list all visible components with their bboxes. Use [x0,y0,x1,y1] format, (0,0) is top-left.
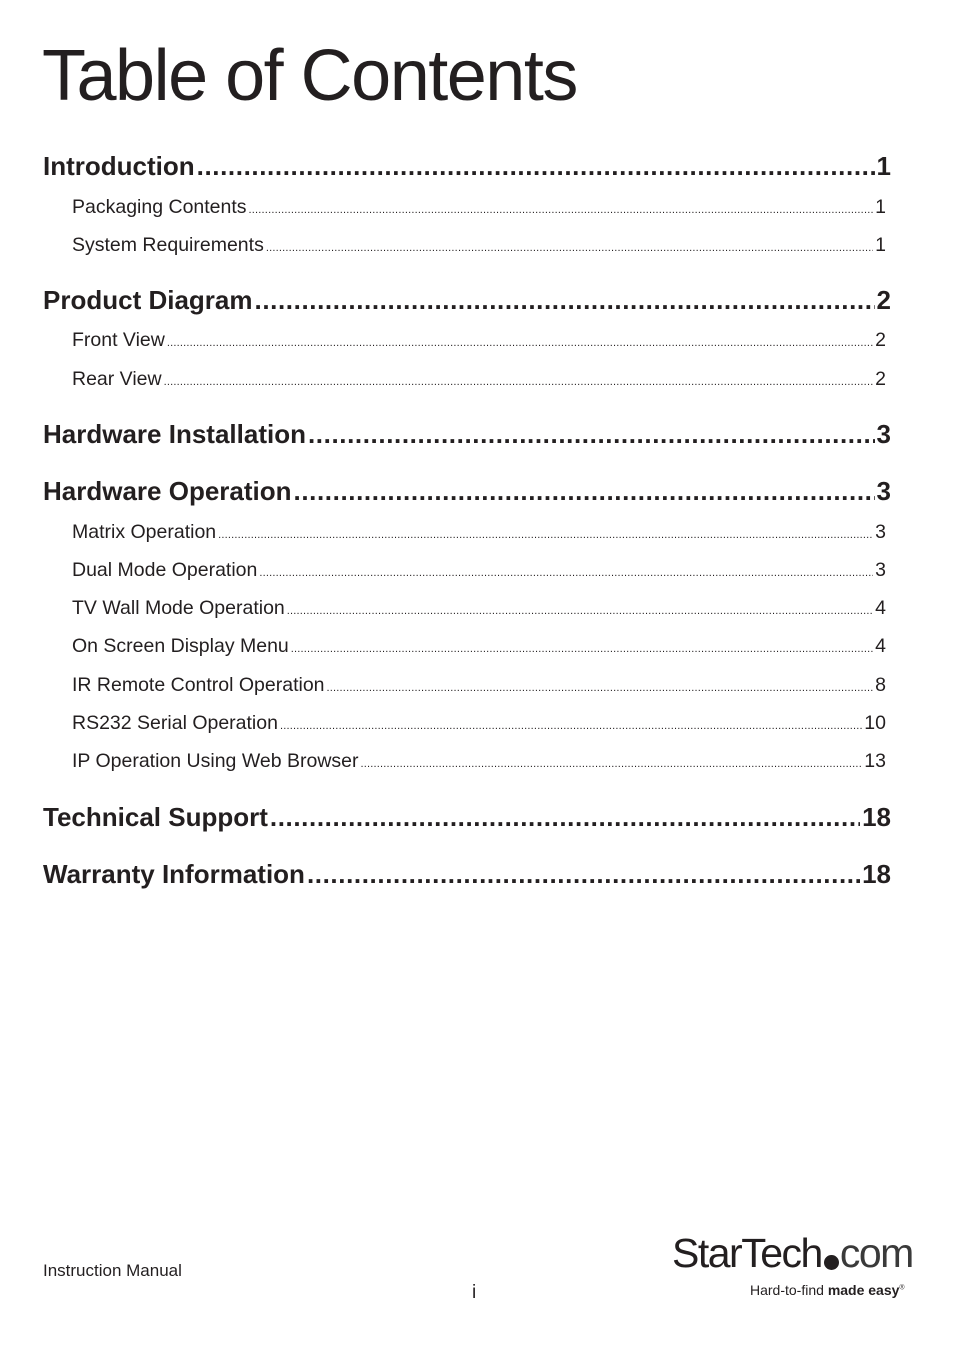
toc-entry-page: 18 [862,802,891,832]
toc-entry-rear-view[interactable] [72,366,886,392]
logo-tagline-bold: made easy [827,1282,900,1298]
startech-logo [672,1228,912,1306]
toc-entry-tv-wall-mode-operation[interactable] [72,595,886,621]
logo-dot-icon [824,1255,839,1270]
toc-entry-label: System Requirements [72,234,264,256]
toc-entry-label: Hardware Installation [43,419,306,449]
dot-leader [287,598,873,624]
toc-entry-warranty-information[interactable] [43,857,891,891]
toc-entry-label: On Screen Display Menu [72,635,289,657]
toc-entry-dual-mode-operation[interactable] [72,557,886,583]
toc-entry-label: TV Wall Mode Operation [72,597,285,619]
toc-entry-product-diagram[interactable] [43,283,891,317]
registered-mark: ® [899,1284,905,1292]
footer-document-type: Instruction Manual [43,1261,182,1280]
toc-entry-rs232-serial-operation[interactable] [72,710,886,736]
toc-entry-label: Hardware Operation [43,476,292,506]
toc-entry-page: 18 [862,859,891,889]
toc-entry-hardware-operation[interactable] [43,474,891,508]
toc-entry-label: Technical Support [43,802,268,832]
toc-entry-page: 2 [875,368,886,390]
dot-leader [249,197,874,223]
dot-leader [327,675,874,701]
dot-leader [307,857,860,891]
toc-entry-label: Product Diagram [43,285,253,315]
dot-leader [197,149,875,183]
toc-entry-introduction[interactable] [43,149,891,183]
toc-entry-page: 1 [875,234,886,256]
page-number: i [472,1282,477,1303]
dot-leader [291,636,873,662]
dot-leader [218,522,873,548]
toc-entry-page: 4 [875,597,886,619]
toc-entry-label: Dual Mode Operation [72,559,258,581]
dot-leader [270,800,860,834]
toc-entry-label: Matrix Operation [72,521,217,543]
toc-entry-ip-operation-web-browser[interactable] [72,748,886,774]
toc-entry-ir-remote-control-operation[interactable] [72,672,886,698]
toc-entry-hardware-installation[interactable] [43,417,891,451]
toc-entry-page: 1 [876,151,891,181]
toc-entry-packaging-contents[interactable] [72,194,886,220]
toc-entry-front-view[interactable] [72,327,886,353]
toc-entry-page: 3 [876,476,891,506]
dot-leader [164,369,874,395]
toc-entry-page: 3 [875,521,886,543]
dot-leader [259,560,873,586]
toc-entry-label: Introduction [43,151,195,181]
toc-entry-page: 3 [876,419,891,449]
toc-entry-label: IP Operation Using Web Browser [72,750,359,772]
toc-entry-page: 1 [875,196,886,218]
dot-leader [361,751,863,777]
logo-wordmark [672,1228,913,1278]
toc-entry-label: Warranty Information [43,859,305,889]
logo-tagline-start: Hard-to-find [750,1282,828,1298]
dot-leader [266,235,873,261]
toc-entry-page: 3 [875,559,886,581]
toc-entry-label: IR Remote Control Operation [72,674,325,696]
dot-leader [280,713,862,739]
toc-entry-page: 4 [875,635,886,657]
toc-entry-on-screen-display-menu[interactable] [72,633,886,659]
toc-entry-system-requirements[interactable] [72,232,886,258]
toc-entry-technical-support[interactable] [43,800,891,834]
toc-entry-page: 8 [875,674,886,696]
toc-entry-page: 2 [875,329,886,351]
toc-entry-page: 13 [864,750,886,772]
toc-entry-page: 2 [876,285,891,315]
toc-entry-matrix-operation[interactable] [72,519,886,545]
dot-leader [308,417,875,451]
toc-entry-label: Packaging Contents [72,196,247,218]
dot-leader [294,474,875,508]
toc-entry-label: Front View [72,329,165,351]
logo-brand-start: StarTech [672,1230,822,1276]
logo-brand-end: com [839,1230,913,1276]
dot-leader [167,330,873,356]
toc-entry-page: 10 [864,712,886,734]
dot-leader [255,283,875,317]
page-title: Table of Contents [42,36,577,116]
toc-entry-label: Rear View [72,368,162,390]
toc-entry-label: RS232 Serial Operation [72,712,278,734]
logo-tagline [750,1282,905,1298]
